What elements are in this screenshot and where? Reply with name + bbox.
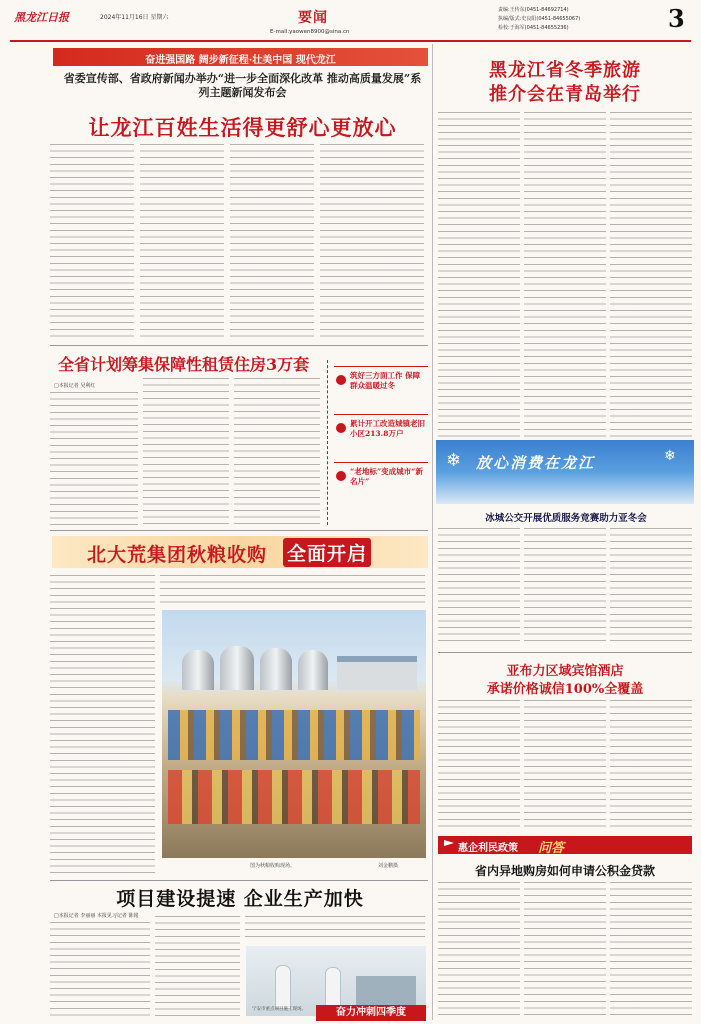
sidebar-item-text: “老地标”变成城市“新名片” xyxy=(350,467,423,486)
worker-figure-icon xyxy=(326,968,340,1008)
grain-photo-caption: 图为秋粮收购现场。 xyxy=(250,863,296,869)
hotel-headline-1: 亚布力区域宾馆酒店 xyxy=(506,664,624,679)
grain-headline-box xyxy=(52,536,428,568)
sidebar-bullet-icon xyxy=(336,471,346,481)
lead-body-col-3 xyxy=(230,144,314,339)
snow-icon: ❄ xyxy=(664,448,676,464)
sidebar-item-text: 累计开工改造城镇老旧小区213.8万户 xyxy=(350,419,425,438)
silo-icon xyxy=(260,648,292,690)
column-rule xyxy=(432,44,433,1020)
masthead-rule xyxy=(10,40,691,42)
tourism-body-col-2 xyxy=(524,112,606,437)
divider-2 xyxy=(50,530,428,531)
truck-row xyxy=(168,710,420,760)
project-body-col-3 xyxy=(245,916,425,942)
grain-headline-highlight: 全面开启 xyxy=(283,538,371,567)
silo-icon xyxy=(182,650,214,690)
grain-photo xyxy=(162,610,426,858)
project-photo-caption: 宁安市重点项目施工现场。 xyxy=(252,1007,306,1012)
hotel-body-col-2 xyxy=(524,700,606,828)
silo-icon xyxy=(220,646,254,690)
grain-body-col-2 xyxy=(160,575,425,605)
project-byline: □本报记者 李丽丽 本报见习记者 陈铭 xyxy=(54,913,139,919)
banner-slogan: 奋进强国路 阔步新征程·壮美中国 现代龙江 xyxy=(145,55,336,66)
worker-figure-icon xyxy=(276,966,290,1008)
sidebar-item-text: 筑好三方面工作 保障群众温暖过冬 xyxy=(350,371,421,390)
promo-sub: 冰城公交开展优质服务竞赛助力亚冬会 xyxy=(485,513,647,524)
hotel-headline-2: 承诺价格诚信100%全覆盖 xyxy=(486,682,644,697)
project-banner: 奋力冲刺四季度 xyxy=(316,1005,426,1021)
housing-headline: 全省计划筹集保障性租赁住房3万套 xyxy=(58,355,310,374)
sidebar-item xyxy=(334,414,428,454)
machine-icon xyxy=(356,976,416,1008)
qa-flag-icon xyxy=(444,840,454,850)
divider-right-1 xyxy=(438,652,692,653)
promo-body-col-1 xyxy=(438,528,520,646)
qa-label: 惠企利民政策 xyxy=(458,843,518,854)
qa-body-col-2 xyxy=(524,882,606,1020)
grain-headline: 北大荒集团秋粮收购 xyxy=(87,544,268,566)
tourism-body-col-3 xyxy=(610,112,692,437)
promo-body-col-2 xyxy=(524,528,606,646)
promo-body-col-3 xyxy=(610,528,692,646)
lead-body-col-4 xyxy=(320,144,424,339)
housing-body-col-3 xyxy=(234,378,320,527)
banner-box xyxy=(53,48,428,66)
promo-band xyxy=(436,440,694,504)
editor-info-2: 执编/版式:史良阳(0451-84655067) xyxy=(498,16,581,22)
sidebar-item xyxy=(334,366,428,406)
section-email: E-mail:yaowen8900@sina.cn xyxy=(270,29,350,35)
qa-body-col-1 xyxy=(438,882,520,1020)
lead-headline: 让龙江百姓生活得更舒心更放心 xyxy=(88,115,397,140)
hotel-body-col-3 xyxy=(610,700,692,828)
hotel-body-col-1 xyxy=(438,700,520,828)
promo-main: 放心消费在龙江 xyxy=(476,454,596,472)
sidebar-bullet-icon xyxy=(336,423,346,433)
lead-body-col-2 xyxy=(140,144,224,339)
divider-1 xyxy=(50,345,428,346)
snow-icon: ❄ xyxy=(446,450,462,471)
grain-photo-credit: 刘金鹏摄 xyxy=(378,863,399,869)
divider-3 xyxy=(50,880,428,881)
tourism-body-col-1 xyxy=(438,112,520,437)
project-body-col-2 xyxy=(155,916,240,1020)
project-body-col-1 xyxy=(50,922,150,1020)
sidebar-bullet-icon xyxy=(336,375,346,385)
qa-label-bar xyxy=(438,836,692,854)
warehouse-icon xyxy=(337,656,417,690)
housing-sidebar xyxy=(327,360,427,525)
sidebar-item xyxy=(334,462,428,502)
tourism-headline-2: 推介会在青岛举行 xyxy=(489,84,641,105)
lead-body-col-1 xyxy=(50,144,134,339)
project-headline: 项目建设提速 企业生产加快 xyxy=(116,888,364,910)
housing-byline: □本报记者 吴利红 xyxy=(54,383,96,389)
editor-info: 责编:王传东(0451-84692714) xyxy=(498,7,569,13)
lead-kicker: 省委宣传部、省政府新闻办举办“进一步全面深化改革 推动高质量发展”系列主题新闻发布会 xyxy=(63,72,422,99)
grain-body-col-1 xyxy=(50,575,155,873)
housing-body-col-1 xyxy=(50,392,138,527)
tourism-headline-1: 黑龙江省冬季旅游 xyxy=(489,60,641,81)
paper-name: 黑龙江日报 xyxy=(14,11,69,24)
proof-info: 检校:于海军(0451-84655236) xyxy=(498,25,569,31)
qa-headline: 省内异地购房如何申请公积金贷款 xyxy=(474,864,655,878)
silo-icon xyxy=(298,650,328,690)
section-title: 要闻 xyxy=(298,10,328,26)
issue-date: 2024年11月16日 星期六 xyxy=(100,14,169,21)
qa-body-col-3 xyxy=(610,882,692,1020)
housing-body-col-2 xyxy=(143,378,229,527)
masthead xyxy=(0,0,701,40)
qa-label-tag: 问答 xyxy=(538,841,565,856)
page-number: 3 xyxy=(668,4,685,33)
truck-row xyxy=(168,770,420,824)
